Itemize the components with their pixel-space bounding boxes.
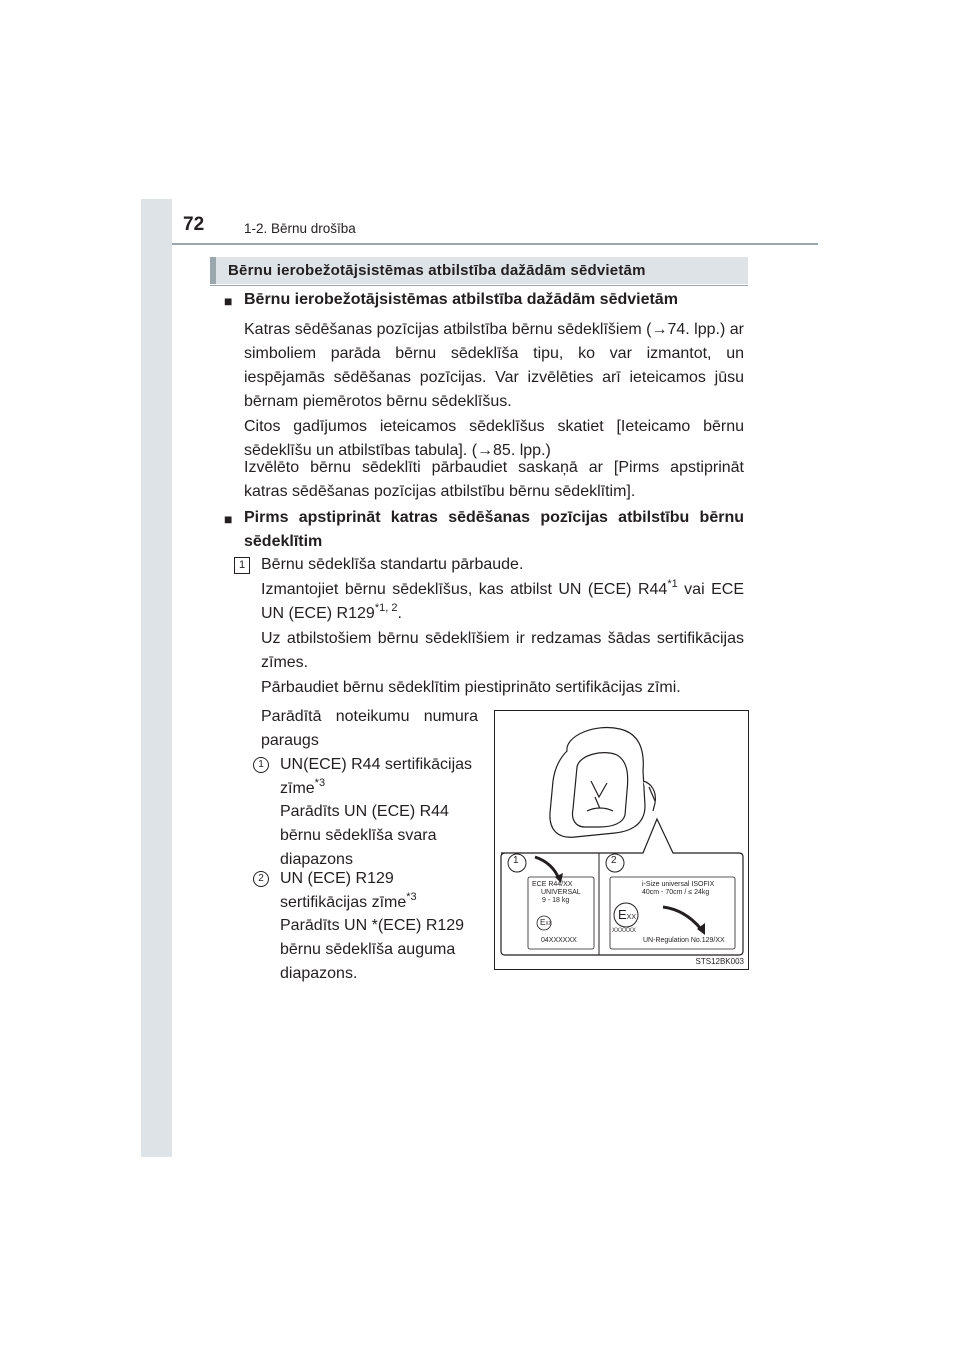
figure-callout-2: 2 xyxy=(611,855,617,866)
r129-label-line1: i-Size universal ISOFIX xyxy=(642,881,715,888)
r44-label-line1: ECE R44/XX xyxy=(532,881,573,888)
page-sidebar xyxy=(141,199,172,1157)
r129-regulation: UN-Regulation No.129/XX xyxy=(643,937,725,944)
section-title: 1-2. Bērnu drošība xyxy=(244,221,356,236)
figure-callout-1: 1 xyxy=(513,855,519,866)
heading-bar xyxy=(210,257,748,284)
item-2-description: Parādīts UN *(ECE) R129 bērnu sēdeklīša auguma diapazons. xyxy=(280,917,465,982)
r44-label-line3: 9 - 18 kg xyxy=(542,897,570,904)
item-2-number: 2 xyxy=(253,871,269,887)
heading-rule xyxy=(210,285,748,286)
figure-code: STS12BK003 xyxy=(695,957,744,966)
bullet-square-icon: ■ xyxy=(224,511,233,527)
step-number-box: 1 xyxy=(234,557,250,574)
item-2-title: UN (ECE) R129 sertifikācijas zīme$^{*3}$ xyxy=(280,870,417,911)
paragraph-symbols: Katras sēdēšanas pozīcijas atbilstība bērnu sēdeklīšiem (→74. lpp.) ar simboliem parāda bērnu sēdeklīša tipu, ko var izmantot, un iespējamās sēdēšanas pozīcijas. Var izvēlēties arī ieteicamos jūsu bērnam piemērotos bērnu sēdeklīšus. xyxy=(244,321,744,410)
item-1-title: UN(ECE) R44 sertifikācijas zīme$^{*3}$ xyxy=(280,756,473,797)
item-1-description: Parādīts UN (ECE) R44 bērnu sēdeklīša svara diapazons xyxy=(280,803,449,868)
paragraph-recommended: Citos gadījumos ieteicamos sēdeklīšus skatiet [Ieteicamo bērnu sēdeklīšu un atbilstības tabula]. (→85. lpp.) xyxy=(244,418,744,459)
r129-e-mark: EXX xyxy=(618,907,637,922)
item-1-number: 1 xyxy=(253,757,269,773)
paragraph-check: Izvēlēto bērnu sēdeklīti pārbaudiet saskaņā ar [Pirms apstiprināt katras sēdēšanas pozīcijas atbilstību bērnu sēdeklītim]. xyxy=(244,459,744,500)
paragraph-standards: Izmantojiet bērnu sēdeklīšus, kas atbilst UN (ECE) R44$^{*1}$ vai ECE UN (ECE) R129$^{*1, 2}$. xyxy=(261,578,745,622)
heading-bar-title: Bērnu ierobežotājsistēmas atbilstība dažādām sēdvietām xyxy=(228,262,646,279)
paragraph-verify: Pārbaudiet bērnu sēdeklītim piestiprināto sertifikācijas zīmi. xyxy=(261,679,681,696)
bullet-square-icon: ■ xyxy=(224,293,233,309)
r44-label-line2: UNIVERSAL xyxy=(541,889,581,896)
r44-e-mark: EXX xyxy=(540,918,553,927)
example-label: Parādītā noteikumu numura paraugs xyxy=(261,708,478,749)
header-rule xyxy=(172,243,818,245)
certification-figure xyxy=(494,710,749,970)
r44-approval-number: 04XXXXXX xyxy=(541,937,577,944)
step-title: Bērnu sēdeklīša standartu pārbaude. xyxy=(261,556,524,573)
page-number: 72 xyxy=(183,214,205,235)
r129-approval-number: XXXXXX xyxy=(612,928,637,934)
subheading-before-confirm: Pirms apstiprināt katras sēdēšanas pozīcijas atbilstību bērnu sēdeklītim xyxy=(244,509,744,550)
paragraph-marks: Uz atbilstošiem bērnu sēdeklīšiem ir redzamas šādas sertifikācijas zīmes. xyxy=(261,630,744,671)
subheading-compatibility: Bērnu ierobežotājsistēmas atbilstība dažādām sēdvietām xyxy=(244,291,678,308)
r129-label-line2: 40cm - 70cm / ≤ 24kg xyxy=(642,889,710,896)
